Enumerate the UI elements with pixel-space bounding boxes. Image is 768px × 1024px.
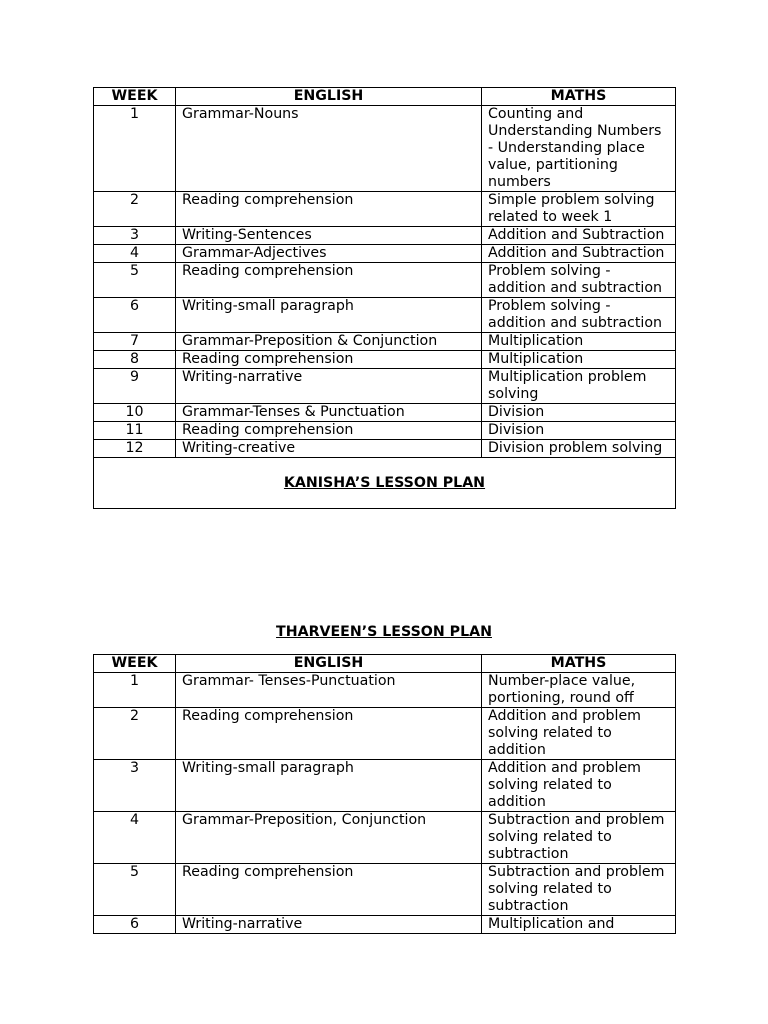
english-cell: Reading comprehension — [176, 422, 482, 440]
table-row — [94, 351, 676, 369]
table-row — [94, 422, 676, 440]
table-row — [94, 864, 676, 916]
maths-cell: Multiplication problem solving — [482, 369, 676, 404]
kanisha-lesson-plan-table — [93, 87, 676, 509]
maths-cell: Multiplication — [482, 351, 676, 369]
header-maths: MATHS — [482, 655, 676, 673]
week-cell: 3 — [94, 760, 176, 812]
table-row — [94, 812, 676, 864]
table-header-row — [94, 655, 676, 673]
header-english: ENGLISH — [176, 88, 482, 106]
english-cell: Writing-narrative — [176, 369, 482, 404]
table-row — [94, 227, 676, 245]
maths-cell: Addition and Subtraction — [482, 227, 676, 245]
table-body — [94, 673, 676, 934]
table-row — [94, 245, 676, 263]
week-cell: 2 — [94, 708, 176, 760]
english-cell: Reading comprehension — [176, 708, 482, 760]
week-cell: 4 — [94, 812, 176, 864]
header-week: WEEK — [94, 88, 176, 106]
kanisha-plan-title: KANISHA’S LESSON PLAN — [94, 458, 676, 509]
maths-cell: Counting and Understanding Numbers - Understanding place value, partitioning numbers — [482, 106, 676, 192]
maths-cell: Addition and problem solving related to addition — [482, 760, 676, 812]
week-cell: 1 — [94, 673, 176, 708]
table-row — [94, 192, 676, 227]
english-cell: Grammar-Preposition, Conjunction — [176, 812, 482, 864]
english-cell: Writing-small paragraph — [176, 760, 482, 812]
week-cell: 3 — [94, 227, 176, 245]
week-cell: 10 — [94, 404, 176, 422]
english-cell: Writing-creative — [176, 440, 482, 458]
header-english: ENGLISH — [176, 655, 482, 673]
maths-cell: Number-place value, portioning, round off — [482, 673, 676, 708]
maths-cell: Addition and problem solving related to addition — [482, 708, 676, 760]
week-cell: 2 — [94, 192, 176, 227]
tharveen-lesson-plan-table — [93, 654, 676, 934]
english-cell: Reading comprehension — [176, 351, 482, 369]
table-row — [94, 916, 676, 934]
maths-cell: Subtraction and problem solving related to subtraction — [482, 812, 676, 864]
week-cell: 6 — [94, 916, 176, 934]
english-cell: Grammar-Adjectives — [176, 245, 482, 263]
table-row — [94, 760, 676, 812]
table-body — [94, 106, 676, 458]
week-cell: 9 — [94, 369, 176, 404]
table-row — [94, 440, 676, 458]
table-row — [94, 106, 676, 192]
english-cell: Reading comprehension — [176, 864, 482, 916]
english-cell: Grammar-Tenses & Punctuation — [176, 404, 482, 422]
table-row — [94, 404, 676, 422]
maths-cell: Multiplication and — [482, 916, 676, 934]
maths-cell: Multiplication — [482, 333, 676, 351]
table-row — [94, 673, 676, 708]
english-cell: Reading comprehension — [176, 263, 482, 298]
week-cell: 6 — [94, 298, 176, 333]
maths-cell: Division — [482, 404, 676, 422]
maths-cell: Subtraction and problem solving related to subtraction — [482, 864, 676, 916]
week-cell: 5 — [94, 864, 176, 916]
english-cell: Grammar- Tenses-Punctuation — [176, 673, 482, 708]
english-cell: Reading comprehension — [176, 192, 482, 227]
table-row — [94, 708, 676, 760]
maths-cell: Problem solving - addition and subtraction — [482, 263, 676, 298]
week-cell: 12 — [94, 440, 176, 458]
maths-cell: Addition and Subtraction — [482, 245, 676, 263]
maths-cell: Simple problem solving related to week 1 — [482, 192, 676, 227]
english-cell: Writing-Sentences — [176, 227, 482, 245]
week-cell: 1 — [94, 106, 176, 192]
week-cell: 7 — [94, 333, 176, 351]
week-cell: 8 — [94, 351, 176, 369]
header-week: WEEK — [94, 655, 176, 673]
week-cell: 5 — [94, 263, 176, 298]
english-cell: Grammar-Nouns — [176, 106, 482, 192]
table-row — [94, 369, 676, 404]
week-cell: 4 — [94, 245, 176, 263]
table-header-row — [94, 88, 676, 106]
table-row — [94, 263, 676, 298]
maths-cell: Problem solving - addition and subtraction — [482, 298, 676, 333]
tharveen-plan-title: THARVEEN’S LESSON PLAN — [276, 624, 492, 640]
header-maths: MATHS — [482, 88, 676, 106]
english-cell: Writing-narrative — [176, 916, 482, 934]
maths-cell: Division — [482, 422, 676, 440]
english-cell: Grammar-Preposition & Conjunction — [176, 333, 482, 351]
english-cell: Writing-small paragraph — [176, 298, 482, 333]
table-row — [94, 298, 676, 333]
week-cell: 11 — [94, 422, 176, 440]
table-footer-row — [94, 458, 676, 509]
maths-cell: Division problem solving — [482, 440, 676, 458]
table-row — [94, 333, 676, 351]
